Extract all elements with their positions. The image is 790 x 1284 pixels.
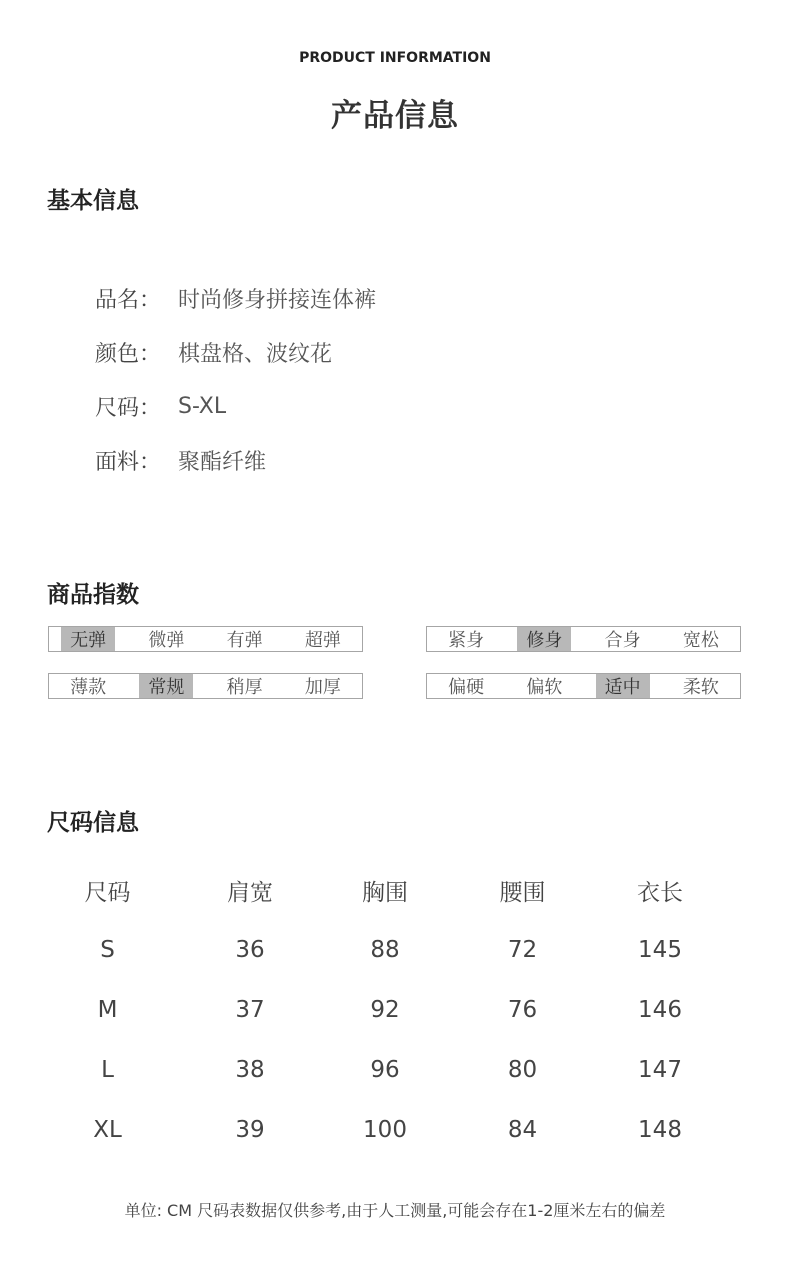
scale-option-label: 加厚	[304, 677, 341, 698]
info-value: 棋盘格、波纹花	[178, 341, 333, 367]
table-row	[40, 1100, 730, 1160]
scale-softness	[426, 673, 741, 699]
info-label: 面料：	[95, 449, 162, 475]
info-row-color	[95, 336, 332, 368]
column-header: 尺码	[84, 879, 131, 906]
scale-option	[206, 674, 284, 698]
table-cell: 100	[363, 1117, 407, 1143]
scale-option	[505, 627, 583, 651]
info-row-fabric	[95, 444, 266, 476]
scale-thickness	[48, 673, 363, 699]
scale-option-label: 合身	[604, 630, 641, 651]
scale-option-label: 超弹	[304, 630, 341, 651]
info-row-name	[95, 282, 376, 314]
column-header: 衣长	[637, 879, 683, 906]
table-cell: M	[97, 997, 118, 1023]
scale-option	[206, 627, 284, 651]
scale-option	[584, 674, 662, 698]
table-cell: 39	[235, 1117, 265, 1143]
table-cell: 80	[507, 1057, 538, 1083]
table-cell: 88	[370, 937, 400, 963]
header-title-en: PRODUCT INFORMATION	[299, 50, 491, 66]
scale-option	[584, 627, 662, 651]
table-cell: S	[100, 937, 115, 963]
scale-option-label: 有弹	[226, 630, 263, 651]
table-cell: 96	[370, 1057, 400, 1083]
table-cell: 146	[638, 997, 682, 1023]
scale-option-label: 偏硬	[448, 677, 485, 698]
scale-elasticity	[48, 626, 363, 652]
scale-option	[427, 674, 505, 698]
scale-option	[505, 674, 583, 698]
scale-option-label: 常规	[148, 677, 185, 698]
table-cell: 38	[235, 1057, 265, 1083]
scale-option	[127, 674, 205, 698]
section-title-size-info: 尺码信息	[47, 810, 139, 836]
table-cell: 92	[370, 997, 400, 1023]
scale-option-label: 微弹	[148, 630, 185, 651]
size-note: 单位: CM 尺码表数据仅供参考,由于人工测量,可能会存在1-2厘米左右的偏差	[124, 1201, 666, 1220]
table-row	[40, 980, 730, 1040]
info-value: 聚酯纤维	[178, 449, 267, 475]
header-title-cn: 产品信息	[331, 98, 459, 134]
scale-option	[427, 627, 505, 651]
scale-fit	[426, 626, 741, 652]
scale-option	[127, 627, 205, 651]
info-value: S-XL	[178, 393, 227, 419]
table-row	[40, 1040, 730, 1100]
table-cell: 37	[235, 997, 265, 1023]
scale-option	[284, 674, 362, 698]
column-header: 腰围	[499, 879, 546, 906]
scale-option-label: 无弹	[70, 630, 107, 651]
scale-option-label: 适中	[604, 677, 641, 698]
size-table	[40, 860, 730, 1160]
scale-option	[662, 674, 740, 698]
scale-option-label: 偏软	[526, 677, 563, 698]
scale-option	[284, 627, 362, 651]
table-cell: 147	[638, 1057, 682, 1083]
column-header: 胸围	[362, 879, 408, 906]
table-cell: 84	[507, 1117, 538, 1143]
scale-option	[49, 674, 127, 698]
table-cell: 148	[638, 1117, 682, 1143]
info-label: 品名：	[95, 287, 162, 313]
scale-option-label: 宽松	[682, 630, 719, 651]
scale-option-label: 薄款	[70, 677, 107, 698]
info-row-size	[95, 390, 226, 422]
size-table-header	[40, 860, 730, 920]
table-row	[40, 920, 730, 980]
scale-option	[662, 627, 740, 651]
table-cell: 145	[638, 937, 682, 963]
info-label: 尺码：	[95, 395, 162, 421]
scale-option-label: 稍厚	[226, 677, 263, 698]
scale-option	[49, 627, 127, 651]
info-label: 颜色：	[95, 341, 162, 367]
info-value: 时尚修身拼接连体裤	[178, 287, 377, 313]
table-cell: 36	[235, 937, 265, 963]
table-cell: XL	[93, 1117, 122, 1143]
scale-option-label: 修身	[526, 630, 563, 651]
table-cell: L	[101, 1057, 114, 1083]
table-cell: 72	[507, 937, 538, 963]
scale-option-label: 柔软	[682, 677, 719, 698]
scale-option-label: 紧身	[448, 630, 485, 651]
section-title-product-index: 商品指数	[47, 582, 139, 608]
section-title-basic-info: 基本信息	[47, 188, 139, 214]
table-cell: 76	[507, 997, 538, 1023]
column-header: 肩宽	[227, 879, 273, 906]
